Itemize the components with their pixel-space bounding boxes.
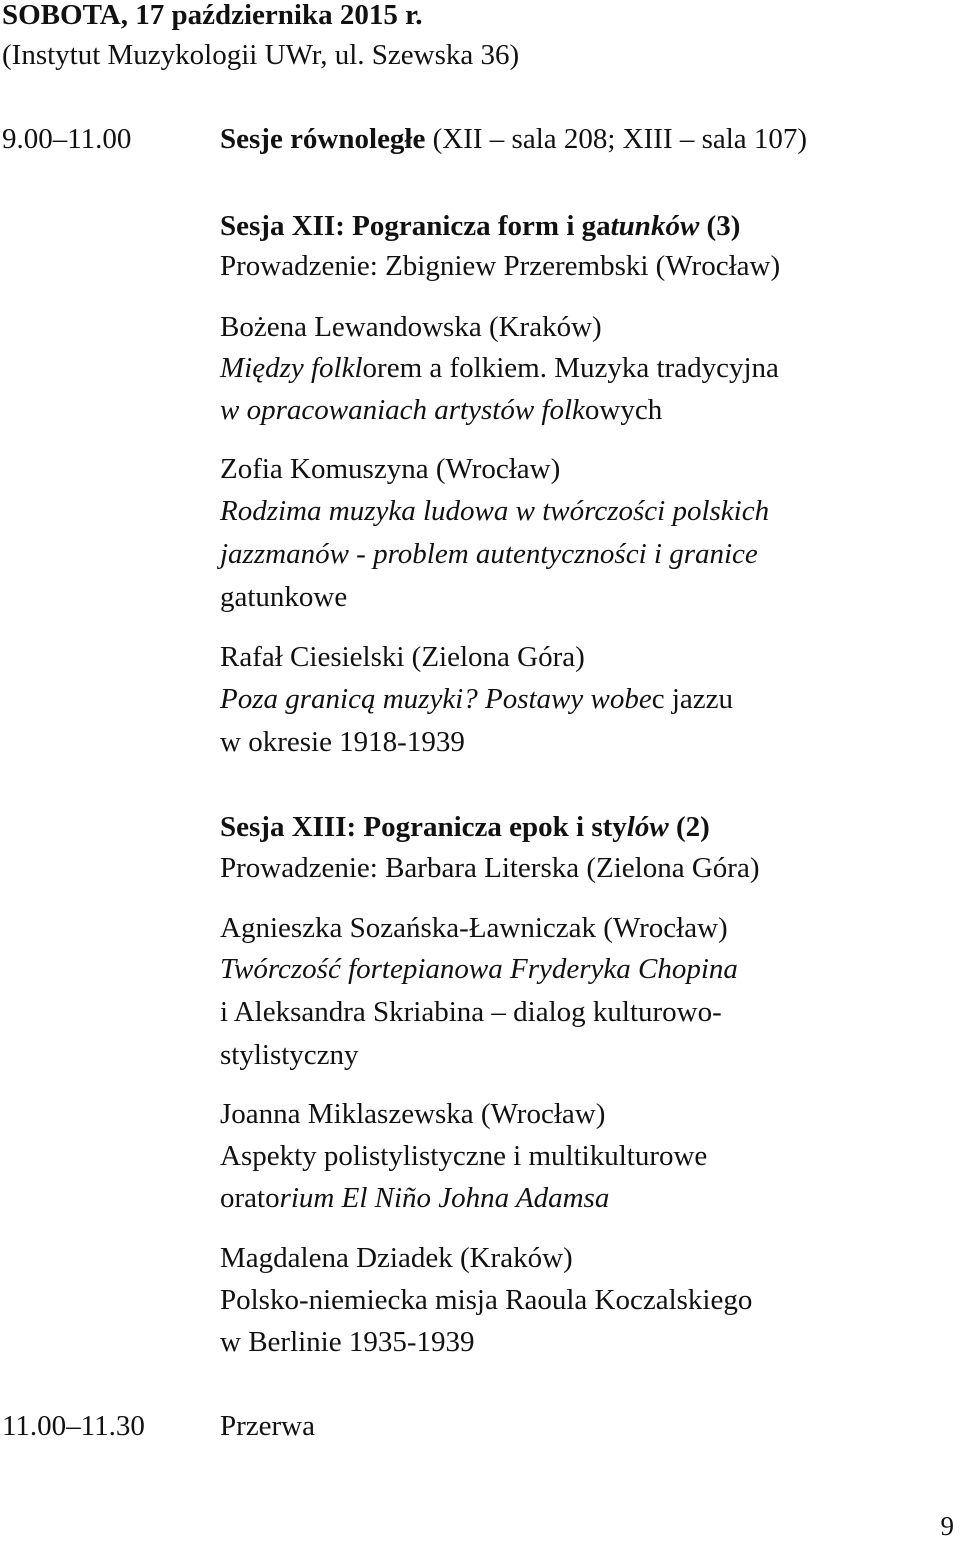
talk-title: i Aleksandra Skriabina – dialog kulturowo- bbox=[220, 996, 722, 1028]
talk-title: stylistyczny bbox=[220, 1039, 359, 1071]
talk-speaker: Agnieszka Sozańska-Ławniczak (Wrocław) bbox=[220, 912, 728, 944]
talk-title: gatunkowe bbox=[220, 581, 348, 613]
session12-title-part-a: Sesja XII: Pogranicza form i ga bbox=[220, 210, 611, 242]
talk-title-roman: orem a folkiem. Muzyka tradycyjna bbox=[362, 352, 779, 384]
talk-title: w okresie 1918-1939 bbox=[220, 726, 465, 758]
talk-title: Rodzima muzyka ludowa w twórczości polskich bbox=[220, 495, 770, 527]
talk-title-roman: orato bbox=[220, 1182, 280, 1214]
venue-line: (Instytut Muzykologii UWr, ul. Szewska 36) bbox=[2, 39, 520, 71]
slot1-rooms: (XII – sala 208; XIII – sala 107) bbox=[432, 123, 808, 155]
talk-title-italic: w opracowaniach artystów folk bbox=[220, 394, 585, 426]
talk-speaker: Joanna Miklaszewska (Wrocław) bbox=[220, 1098, 606, 1130]
slot2-title: Przerwa bbox=[220, 1410, 316, 1442]
session12-title-part-b: tunków bbox=[610, 210, 700, 242]
talk-title: Twórczość fortepianowa Fryderyka Chopina bbox=[220, 953, 738, 985]
talk-title: Polsko-niemiecka misja Raoula Koczalskiego bbox=[220, 1284, 753, 1316]
talk-title bbox=[220, 389, 662, 431]
slot2-time: 11.00–11.30 bbox=[2, 1410, 145, 1442]
session13-title-part-b: lów bbox=[626, 811, 669, 843]
talk-speaker: Zofia Komuszyna (Wrocław) bbox=[220, 453, 561, 485]
session13-chair: Prowadzenie: Barbara Literska (Zielona Góra) bbox=[220, 852, 760, 884]
talk-title-italic: Między folkl bbox=[220, 352, 363, 384]
session13-title-part-a: Sesja XIII: Pogranicza epok i sty bbox=[220, 811, 627, 843]
talk-title bbox=[220, 678, 733, 720]
talk-title-roman: owych bbox=[584, 394, 663, 426]
talk-title-italic: rium El Niño Johna Adamsa bbox=[279, 1182, 610, 1214]
session12-chair: Prowadzenie: Zbigniew Przerembski (Wrocław) bbox=[220, 250, 781, 282]
slot1-heading bbox=[220, 118, 807, 160]
talk-title-roman: c jazzu bbox=[651, 683, 734, 715]
session12-title bbox=[220, 205, 740, 247]
talk-speaker: Bożena Lewandowska (Kraków) bbox=[220, 311, 602, 343]
talk-speaker: Magdalena Dziadek (Kraków) bbox=[220, 1242, 573, 1274]
talk-title bbox=[220, 347, 779, 389]
slot1-title: Sesje równoległe bbox=[220, 123, 426, 155]
talk-speaker: Rafał Ciesielski (Zielona Góra) bbox=[220, 641, 585, 673]
talk-title-italic: Poza granicą muzyki? Postawy wobe bbox=[220, 683, 652, 715]
talk-title: w Berlinie 1935-1939 bbox=[220, 1326, 475, 1358]
talk-title bbox=[220, 1177, 609, 1219]
session13-title bbox=[220, 806, 710, 848]
date-heading: SOBOTA, 17 października 2015 r. bbox=[2, 0, 423, 31]
slot1-time: 9.00–11.00 bbox=[2, 123, 132, 155]
talk-title: jazzmanów - problem autentyczności i granice bbox=[220, 538, 758, 570]
session13-title-part-c: (2) bbox=[668, 811, 710, 843]
session12-title-part-c: (3) bbox=[699, 210, 741, 242]
page-number: 9 bbox=[940, 1511, 954, 1541]
talk-title: Aspekty polistylistyczne i multikulturowe bbox=[220, 1140, 708, 1172]
